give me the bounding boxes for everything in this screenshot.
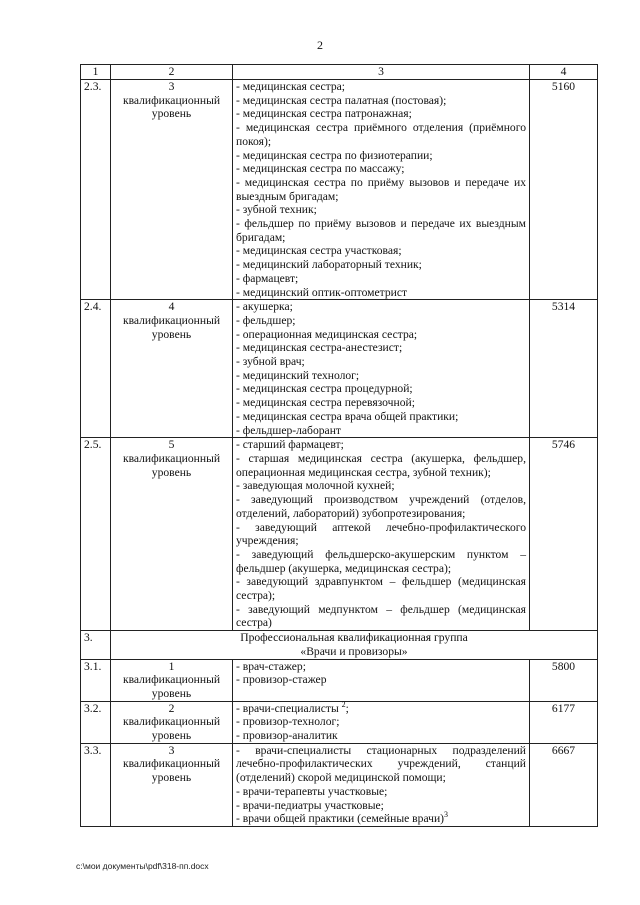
level-number: 3 [168, 80, 175, 93]
position-text: - врачи общей практики (семейные врачи) [236, 812, 445, 826]
table-row [81, 659, 598, 701]
column-header: 2 [111, 65, 233, 80]
position-item: - медицинская сестра участковая; [236, 244, 402, 258]
positions-list [233, 80, 530, 300]
position-item: - заведующий медпунктом – фельдшер (медицинская сестра) [236, 602, 526, 630]
position-item: - медицинская сестра-анестезист; [236, 341, 403, 355]
positions-list [233, 300, 530, 438]
position-item: - медицинский оптик-оптометрист [236, 285, 408, 299]
column-header: 1 [81, 65, 111, 80]
position-item: - заведующий фельдшерско-акушерским пунктом – фельдшер (акушерка, медицинская сестра); [236, 547, 526, 575]
position-item: - медицинский лабораторный техник; [236, 258, 422, 272]
level-label: уровень [151, 327, 192, 341]
position-item: - врачи-терапевты участковые; [236, 784, 388, 798]
level-label: квалификационный [122, 313, 221, 327]
level-number: 2 [168, 701, 175, 715]
level-label: квалификационный [122, 715, 221, 729]
position-item: - фармацевт; [236, 271, 299, 285]
position-item: - заведующий производством учреждений (отделов, отделений, лабораторий) зубопротезирования; [236, 493, 526, 520]
group-title [111, 631, 598, 659]
table-row [81, 701, 598, 743]
position-item: - медицинский технолог; [236, 368, 360, 382]
qualification-level [111, 300, 233, 438]
group-heading-row [81, 631, 598, 659]
salary-value: 5314 [530, 300, 598, 438]
positions-list [233, 701, 530, 743]
level-label: уровень [151, 771, 192, 785]
position-item: - медицинская сестра по физиотерапии; [236, 148, 433, 162]
level-label: квалификационный [122, 451, 221, 465]
qualification-level [111, 80, 233, 300]
position-item: - старший фармацевт; [236, 438, 344, 452]
level-label: уровень [151, 107, 192, 121]
position-punct: ; [345, 701, 349, 715]
position-item: - провизор-аналитик [236, 729, 338, 743]
row-number: 2.4. [81, 300, 111, 438]
position-item: - фельдшер; [236, 313, 296, 327]
level-number: 4 [168, 300, 175, 314]
level-label: уровень [151, 729, 192, 743]
qualification-level [111, 438, 233, 631]
position-item: - зубной врач; [236, 355, 305, 369]
row-number: 2.3. [81, 80, 111, 300]
position-item: - фельдшер по приёму вызовов и передаче их выездным бригадам; [236, 217, 526, 244]
position-item: - фельдшер-лаборант [236, 423, 341, 437]
position-item: - акушерка; [236, 300, 293, 314]
position-item: - врачи-педиатры участковые; [236, 798, 384, 812]
position-item: - медицинская сестра по приёму вызовов и передаче их выездным бригадам; [236, 175, 526, 203]
salary-value: 5800 [530, 659, 598, 701]
page-number: 2 [317, 38, 323, 52]
group-title-line: Профессиональная квалификационная группа [240, 631, 468, 645]
position-item: - врачи-специалисты стационарных подразделений лечебно-профилактических учреждений, станций (отделений) скорой медицинской помощи; [236, 743, 526, 785]
positions-list [233, 659, 530, 701]
level-label: уровень [151, 686, 192, 700]
row-number: 3.1. [81, 659, 111, 701]
footnote-mark: 3 [444, 810, 449, 820]
position-text: - врачи-специалисты [236, 701, 339, 715]
table-header-row [81, 65, 598, 80]
salary-value: 6667 [530, 743, 598, 826]
qualification-level [111, 701, 233, 743]
level-label: квалификационный [122, 93, 221, 107]
positions-list [233, 438, 530, 631]
position-item: - операционная медицинская сестра; [236, 327, 418, 341]
position-item: - медицинская сестра патронажная; [236, 107, 412, 121]
position-item [236, 699, 526, 716]
salary-table [80, 64, 598, 827]
position-item: - медицинская сестра приёмного отделения (приёмного покоя); [236, 121, 526, 148]
column-header: 4 [530, 65, 598, 80]
position-item: - провизор-технолог; [236, 715, 340, 729]
position-item: - заведующая молочной кухней; [236, 479, 395, 493]
row-number: 3.3. [81, 743, 111, 826]
qualification-level [111, 743, 233, 826]
position-item: - медицинская сестра по массажу; [236, 162, 405, 176]
level-number: 3 [168, 743, 175, 757]
group-title-line: «Врачи и провизоры» [300, 644, 408, 658]
position-item: - старшая медицинская сестра (акушерка, фельдшер, операционная медицинская сестра, зубной техник); [236, 451, 526, 479]
salary-value: 5160 [530, 80, 598, 300]
file-path-footer: c:\мои документы\pdf\318-пп.docx [76, 861, 209, 871]
position-item: - заведующий здравпунктом – фельдшер (медицинская сестра); [236, 575, 526, 603]
column-header: 3 [233, 65, 530, 80]
table-row [81, 80, 598, 300]
level-number: 5 [168, 438, 175, 452]
position-item: - медицинская сестра перевязочной; [236, 396, 415, 410]
positions-list [233, 743, 530, 826]
level-label: уровень [151, 465, 192, 479]
position-item: - заведующий аптекой лечебно-профилактического учреждения; [236, 520, 526, 548]
table-row [81, 300, 598, 438]
table-row [81, 438, 598, 631]
salary-value: 6177 [530, 701, 598, 743]
level-label: квалификационный [122, 757, 221, 771]
position-item: - врач-стажер; [236, 659, 306, 673]
salary-value: 5746 [530, 438, 598, 631]
row-number: 2.5. [81, 438, 111, 631]
position-item: - зубной техник; [236, 203, 317, 217]
group-number: 3. [81, 631, 111, 659]
position-item: - медицинская сестра процедурной; [236, 382, 413, 396]
level-label: квалификационный [122, 673, 221, 687]
position-item: - медицинская сестра; [236, 80, 346, 93]
qualification-level [111, 659, 233, 701]
row-number: 3.2. [81, 701, 111, 743]
table-row [81, 743, 598, 826]
position-item [236, 812, 526, 826]
position-item: - провизор-стажер [236, 673, 327, 687]
footnote-mark: 2 [341, 699, 346, 709]
position-item: - медицинская сестра врача общей практики; [236, 409, 459, 423]
level-number: 1 [168, 659, 175, 673]
position-item: - медицинская сестра палатная (постовая); [236, 93, 447, 107]
